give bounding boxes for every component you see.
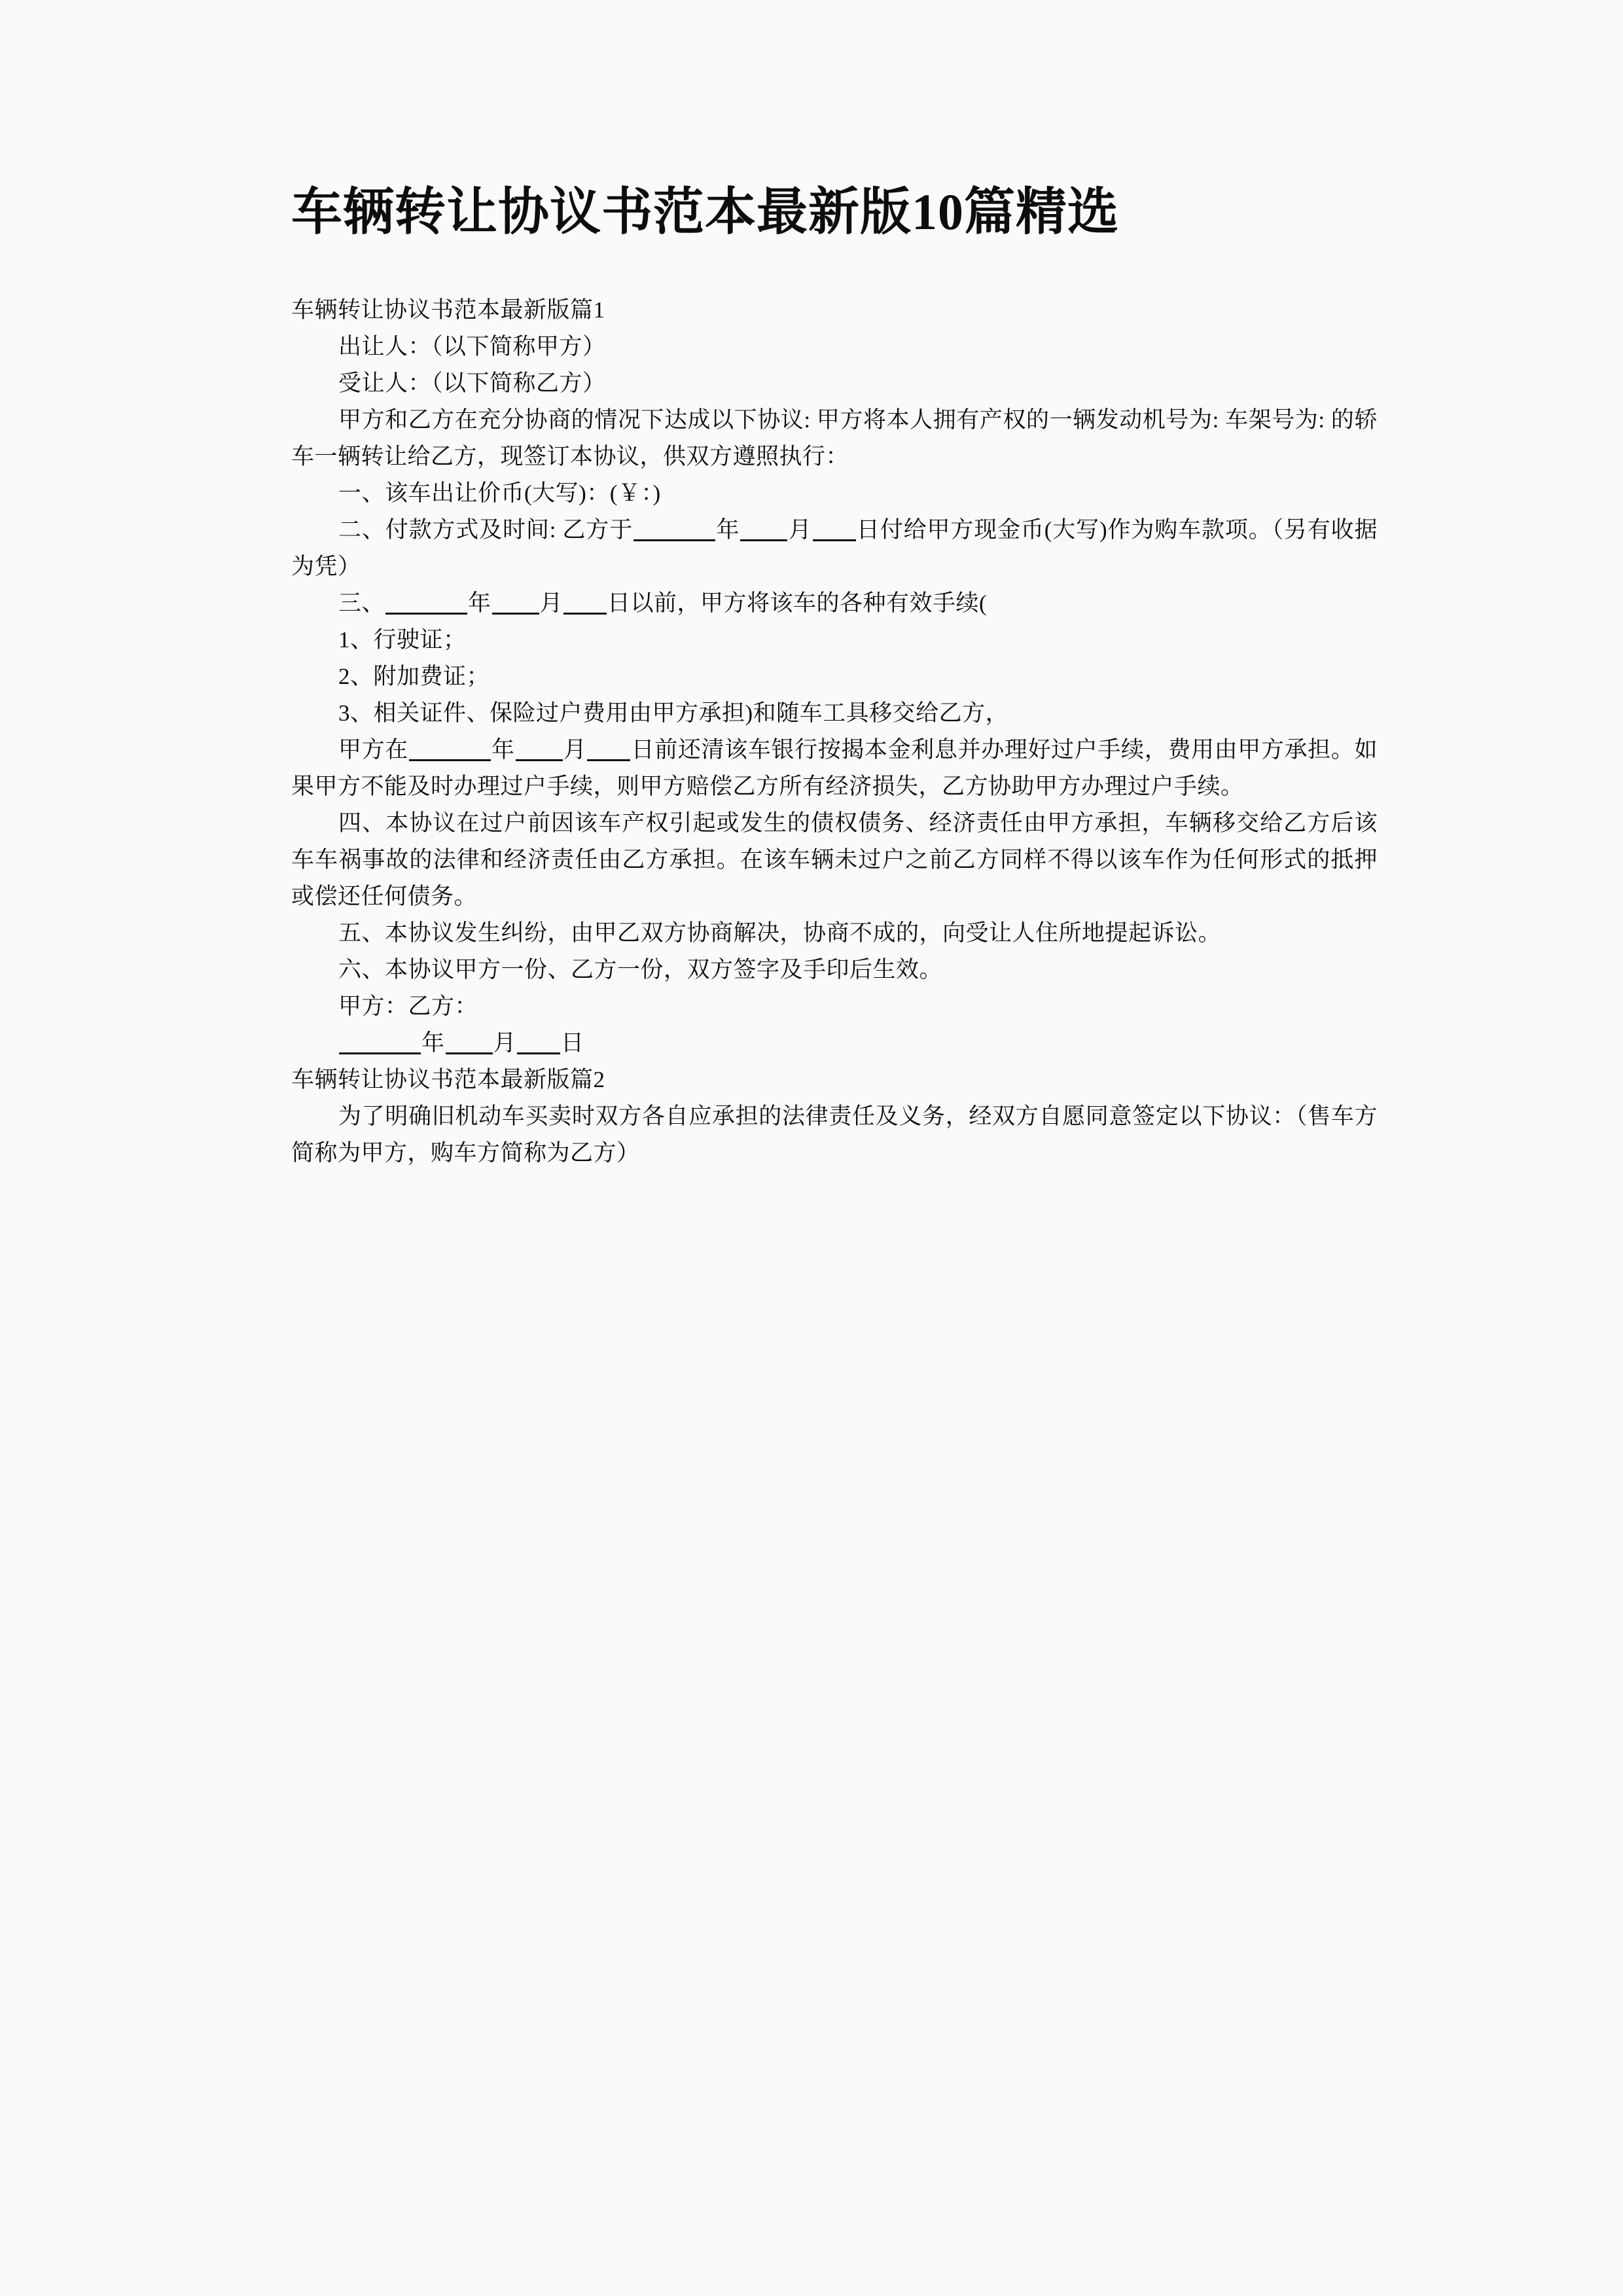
mortgage-month-label: 月 xyxy=(563,737,587,762)
document-content xyxy=(291,0,1378,1172)
date-month-blank[interactable] xyxy=(446,1029,493,1054)
list-item-2: 2、附加费证； xyxy=(338,664,490,689)
date-year-blank[interactable] xyxy=(339,1029,421,1054)
mortgage-paragraph xyxy=(291,732,1378,805)
clause-three-month-blank[interactable] xyxy=(492,589,539,615)
clause-three-text: 日以前，甲方将该车的各种有效手续( xyxy=(607,590,988,616)
clause-three-number: 三、 xyxy=(338,590,385,616)
mortgage-year-label: 年 xyxy=(491,737,515,762)
clause-two-day-blank[interactable] xyxy=(813,516,856,541)
list-item-3: 3、相关证件、保险过户费用由甲方承担)和随车工具移交给乙方， xyxy=(338,700,1009,726)
clause-three-month-label: 月 xyxy=(539,590,563,616)
clause-two-month-blank[interactable] xyxy=(740,516,787,541)
clause-two-text-b: 日付给甲方现金币(大写)作为购车款项。（另有收据为凭） xyxy=(291,517,1378,579)
section-heading-1: 车辆转让协议书范本最新版篇1 xyxy=(291,297,605,323)
clause-two-year-blank[interactable] xyxy=(633,516,715,541)
signature-line: 甲方：乙方： xyxy=(338,994,478,1019)
mortgage-year-blank[interactable] xyxy=(409,736,491,761)
clause-two xyxy=(291,512,1378,585)
section-2-preamble: 为了明确旧机动车买卖时双方各自应承担的法律责任及义务，经双方自愿同意签定以下协议：（售车方简称为甲方，购车方简称为乙方） xyxy=(291,1103,1378,1166)
date-month-label: 月 xyxy=(493,1030,517,1056)
transferor-line: 出让人：（以下简称甲方） xyxy=(338,334,606,359)
clause-three-year-label: 年 xyxy=(468,590,491,616)
section-heading-2: 车辆转让协议书范本最新版篇2 xyxy=(291,1067,605,1092)
clause-six: 六、本协议甲方一份、乙方一份，双方签字及手印后生效。 xyxy=(338,957,943,982)
clause-three xyxy=(291,585,1378,622)
mortgage-text-a: 甲方在 xyxy=(338,737,408,762)
clause-three-day-blank[interactable] xyxy=(563,589,607,615)
list-item-1: 1、行驶证； xyxy=(338,627,467,653)
clause-two-year-label: 年 xyxy=(716,517,740,543)
clause-two-text-a: 二、付款方式及时间: 乙方于 xyxy=(338,517,633,543)
clause-one: 一、该车出让价币(大写)：(￥：) xyxy=(338,480,661,506)
date-day-blank[interactable] xyxy=(517,1029,560,1054)
date-year-label: 年 xyxy=(421,1030,445,1056)
clause-four: 四、本协议在过户前因该车产权引起或发生的债权债务、经济责任由甲方承担，车辆移交给乙方后该车车祸事故的法律和经济责任由乙方承担。在该车辆未过户之前乙方同样不得以该车作为任何形式的抵押或偿还任何债务。 xyxy=(291,810,1378,909)
clause-two-month-label: 月 xyxy=(788,517,812,543)
mortgage-month-blank[interactable] xyxy=(516,736,563,761)
clause-five: 五、本协议发生纠纷，由甲乙双方协商解决，协商不成的，向受让人住所地提起诉讼。 xyxy=(338,920,1222,946)
mortgage-text-b: 日前还清该车银行按揭本金利息并办理好过户手续，费用由甲方承担。如果甲方不能及时办理过户手续，则甲方赔偿乙方所有经济损失，乙方协助甲方办理过户手续。 xyxy=(291,737,1378,799)
clause-three-year-blank[interactable] xyxy=(385,589,467,615)
mortgage-day-blank[interactable] xyxy=(587,736,630,761)
page-title: 车辆转让协议书范本最新版10篇精选 xyxy=(291,183,1120,240)
preamble-paragraph: 甲方和乙方在充分协商的情况下达成以下协议: 甲方将本人拥有产权的一辆发动机号为: 车架号为: 的轿车一辆转让给乙方，现签订本协议，供双方遵照执行： xyxy=(291,407,1378,469)
date-line xyxy=(291,1025,1378,1062)
date-day-label: 日 xyxy=(561,1030,584,1056)
transferee-line: 受让人：（以下简称乙方） xyxy=(338,370,606,396)
